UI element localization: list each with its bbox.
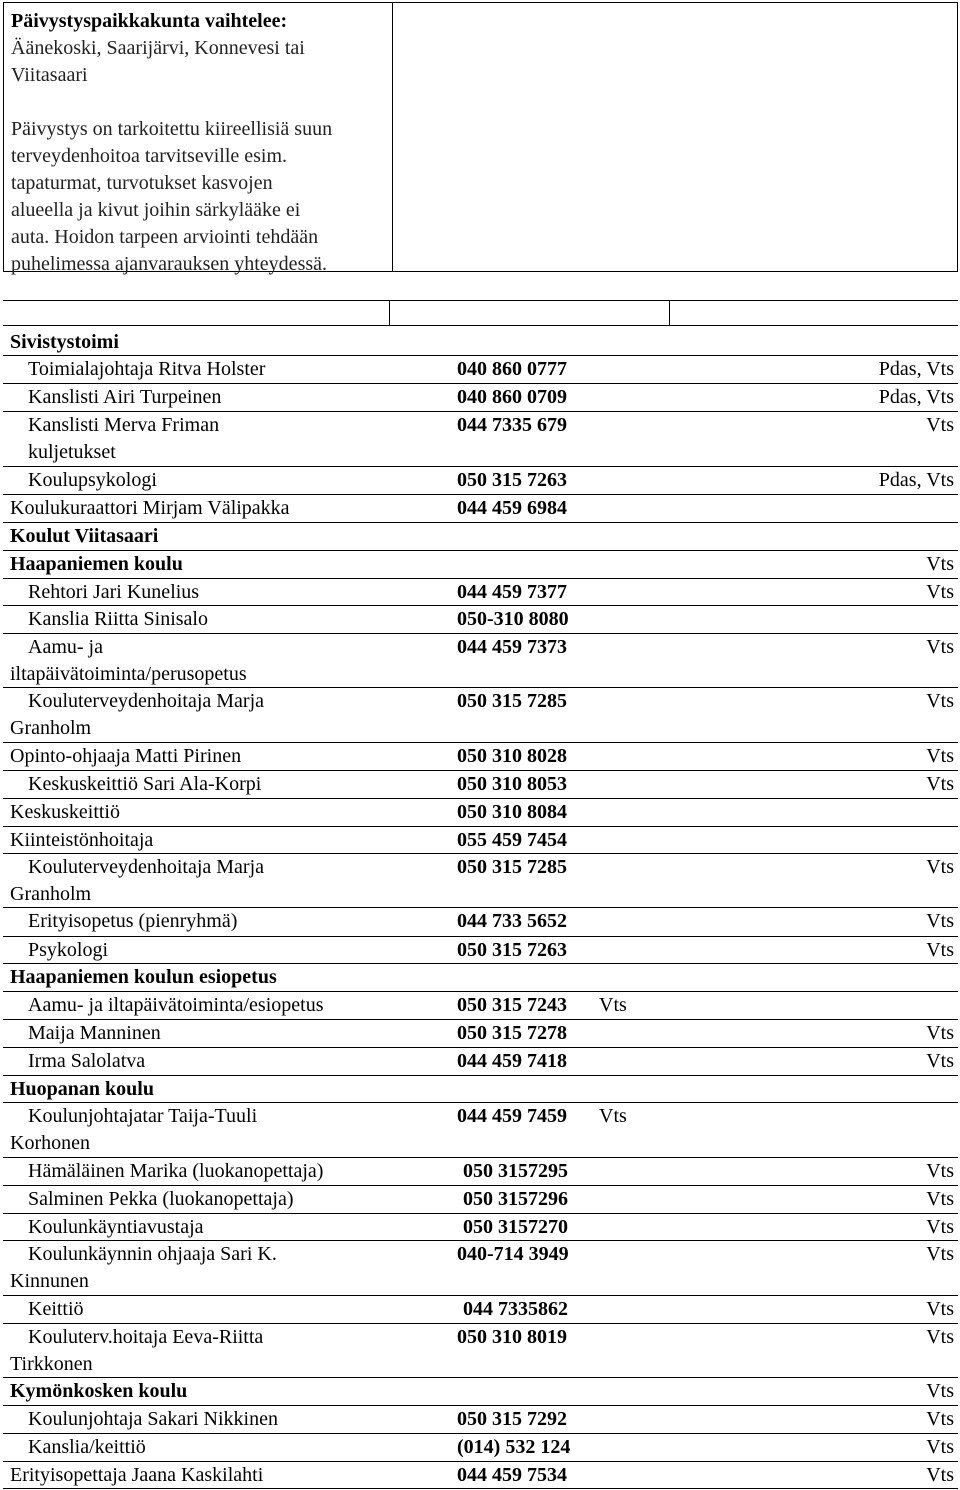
school-name: Haapaniemen koulun esiopetus <box>10 966 277 988</box>
contact-name: Erityisopetus (pienryhmä) <box>28 910 238 932</box>
contact-row <box>3 579 958 606</box>
school-name: Koulut Viitasaari <box>10 525 159 547</box>
phone-number: 050 3157270 <box>463 1216 568 1238</box>
section-title: Sivistystoimi <box>10 331 119 353</box>
contact-name: Toimialajohtaja Ritva Holster <box>28 358 266 380</box>
row-divider <box>3 1295 958 1296</box>
contact-row <box>3 412 958 466</box>
phone-number: 044 459 7377 <box>457 581 567 603</box>
contact-name: Keittiö <box>28 1298 84 1320</box>
phone-number: 055 459 7454 <box>457 829 567 851</box>
row-divider <box>3 578 958 579</box>
phone-number: 044 459 7373 <box>457 636 567 658</box>
row-divider <box>3 687 958 688</box>
info-line: Viitasaari <box>11 64 88 86</box>
row-divider <box>3 1213 958 1214</box>
location-code: Vts <box>926 1022 954 1044</box>
contact-name: Kanslisti Merva Friman <box>28 414 220 436</box>
contact-name: Kanslia Riitta Sinisalo <box>28 608 208 630</box>
row-divider <box>3 1075 958 1076</box>
location-code: Vts <box>926 690 954 712</box>
phone-number: 050 315 7292 <box>457 1408 567 1430</box>
location-code: Vts <box>926 1188 954 1210</box>
contact-name-continued: Granholm <box>10 883 92 905</box>
location-code: Pdas, Vts <box>878 469 954 491</box>
row-divider <box>3 853 958 854</box>
contact-row <box>3 1020 958 1047</box>
phone-number: 040 860 0709 <box>457 386 567 408</box>
contact-row <box>3 1103 958 1157</box>
contact-name-continued: iltapäivätoiminta/perusopetus <box>10 663 247 685</box>
contact-name: Erityisopettaja Jaana Kaskilahti <box>10 1464 264 1486</box>
school-header-row <box>3 1378 958 1405</box>
location-code: Vts <box>926 1408 954 1430</box>
column-divider <box>392 3 393 271</box>
row-divider <box>3 1377 958 1378</box>
school-header-row <box>3 1076 958 1103</box>
info-line: alueella ja kivut joihin särkylääke ei <box>11 199 301 221</box>
info-line: Äänekoski, Saarijärvi, Konnevesi tai <box>11 37 305 59</box>
row-divider <box>3 605 958 606</box>
contact-name: Koulunkäynnin ohjaaja Sari K. <box>28 1243 277 1265</box>
row-divider <box>3 355 958 356</box>
row-divider <box>3 907 958 908</box>
contact-name: Kouluterv.hoitaja Eeva-Riitta <box>28 1326 264 1348</box>
phone-number: 044 733 5652 <box>457 910 567 932</box>
row-divider <box>3 1102 958 1103</box>
contact-row <box>3 908 958 935</box>
contact-name: Psykologi <box>28 939 109 961</box>
row-divider <box>3 1047 958 1048</box>
contact-row <box>3 1462 958 1489</box>
contact-name: Kiinteistönhoitaja <box>10 829 154 851</box>
contact-row <box>3 937 958 964</box>
location-code: Vts <box>926 1298 954 1320</box>
row-divider <box>3 1461 958 1462</box>
contact-row <box>3 606 958 633</box>
column-divider <box>669 301 670 325</box>
row-divider <box>3 466 958 467</box>
location-code: Vts <box>926 1436 954 1458</box>
contact-name: Kouluterveydenhoitaja Marja <box>28 690 265 712</box>
contact-name: Hämäläinen Marika (luokanopettaja) <box>28 1160 324 1182</box>
contact-row <box>3 743 958 770</box>
row-divider <box>3 522 958 523</box>
row-divider <box>3 1019 958 1020</box>
row-divider <box>3 411 958 412</box>
phone-number: (014) 532 124 <box>457 1436 571 1458</box>
phone-number: 050 315 7278 <box>457 1022 567 1044</box>
location-code: Vts <box>926 1464 954 1486</box>
contact-row <box>3 1434 958 1461</box>
phone-number: 050 310 8053 <box>457 773 567 795</box>
info-line: auta. Hoidon tarpeen arviointi tehdään <box>11 226 319 248</box>
phone-number: 044 7335862 <box>463 1298 568 1320</box>
location-code: Vts <box>599 994 627 1016</box>
contact-name-continued: Korhonen <box>10 1132 90 1154</box>
contact-row <box>3 1214 958 1241</box>
contact-name: Kanslia/keittiö <box>28 1436 146 1458</box>
row-divider <box>3 798 958 799</box>
contact-row <box>3 992 958 1019</box>
contact-row <box>3 1186 958 1213</box>
contact-row <box>3 1324 958 1378</box>
phone-number: 044 459 7534 <box>457 1464 567 1486</box>
row-divider <box>3 1323 958 1324</box>
row-divider <box>3 1240 958 1241</box>
location-code: Vts <box>926 581 954 603</box>
row-divider <box>3 1185 958 1186</box>
phone-number: 044 459 6984 <box>457 497 567 519</box>
row-divider <box>3 633 958 634</box>
phone-number: 050 3157296 <box>463 1188 568 1210</box>
location-code: Vts <box>926 1050 954 1072</box>
phone-number: 050 315 7263 <box>457 469 567 491</box>
location-code: Vts <box>926 910 954 932</box>
location-code: Vts <box>926 414 954 436</box>
contact-row <box>3 827 958 854</box>
contact-row <box>3 854 958 908</box>
contact-name: Koulupsykologi <box>28 469 157 491</box>
contact-name: Salminen Pekka (luokanopettaja) <box>28 1188 294 1210</box>
contact-row <box>3 495 958 522</box>
contact-name-continued: Kinnunen <box>10 1270 89 1292</box>
phone-number: 050-310 8080 <box>457 608 569 630</box>
row-divider <box>3 1488 958 1489</box>
contact-name-continued: Granholm <box>10 717 92 739</box>
row-divider <box>3 1157 958 1158</box>
location-code: Vts <box>599 1105 627 1127</box>
phone-number: 050 3157295 <box>463 1160 568 1182</box>
contact-row <box>3 688 958 742</box>
row-divider <box>3 383 958 384</box>
contact-name: Maija Manninen <box>28 1022 161 1044</box>
row-divider <box>3 936 958 937</box>
school-name: Huopanan koulu <box>10 1078 154 1100</box>
section-title-row <box>3 329 958 356</box>
location-code: Vts <box>926 553 954 575</box>
contact-name: Koulukuraattori Mirjam Välipakka <box>10 497 290 519</box>
column-divider <box>389 301 390 325</box>
phone-number: 050 310 8019 <box>457 1326 567 1348</box>
contact-name: Koulunjohtajatar Taija-Tuuli <box>28 1105 258 1127</box>
phone-number: 044 7335 679 <box>457 414 567 436</box>
contact-row <box>3 356 958 383</box>
location-code: Vts <box>926 939 954 961</box>
contact-name: Kanslisti Airi Turpeinen <box>28 386 222 408</box>
contact-name: Opinto-ohjaaja Matti Pirinen <box>10 745 242 767</box>
location-code: Pdas, Vts <box>878 358 954 380</box>
contact-name: Rehtori Jari Kunelius <box>28 581 200 603</box>
phone-number: 050 315 7285 <box>457 690 567 712</box>
contact-row <box>3 467 958 494</box>
phone-number: 050 310 8084 <box>457 801 567 823</box>
location-code: Vts <box>926 1160 954 1182</box>
contact-row <box>3 771 958 798</box>
contact-name: Koulunkäyntiavustaja <box>28 1216 204 1238</box>
phone-number: 040-714 3949 <box>457 1243 569 1265</box>
row-divider <box>3 742 958 743</box>
phone-number: 040 860 0777 <box>457 358 567 380</box>
contact-row <box>3 1406 958 1433</box>
contact-name: Aamu- ja iltapäivätoiminta/esiopetus <box>28 994 324 1016</box>
contact-row <box>3 1158 958 1185</box>
info-line: terveydenhoitoa tarvitseville esim. <box>11 145 288 167</box>
on-call-heading: Päivystyspaikkakunta vaihtelee: <box>11 10 288 32</box>
phone-number: 050 310 8028 <box>457 745 567 767</box>
contact-name: Keskuskeittiö <box>10 801 120 823</box>
row-divider <box>3 991 958 992</box>
contact-name: Koulunjohtaja Sakari Nikkinen <box>28 1408 278 1430</box>
contact-name-continued: kuljetukset <box>28 441 116 463</box>
phone-number: 050 315 7263 <box>457 939 567 961</box>
contact-row <box>3 799 958 826</box>
contact-row <box>3 1296 958 1323</box>
phone-number: 050 315 7243 <box>457 994 567 1016</box>
on-call-info-box <box>3 2 958 275</box>
contact-name: Kouluterveydenhoitaja Marja <box>28 856 265 878</box>
contact-name: Keskuskeittiö Sari Ala-Korpi <box>28 773 262 795</box>
contact-name-continued: Tirkkonen <box>10 1353 93 1375</box>
location-code: Pdas, Vts <box>878 386 954 408</box>
info-line: puhelimessa ajanvarauksen yhteydessä. <box>11 253 328 275</box>
row-divider <box>3 963 958 964</box>
location-code: Vts <box>926 1216 954 1238</box>
row-divider <box>3 1433 958 1434</box>
separator-box <box>3 300 958 326</box>
contact-name: Irma Salolatva <box>28 1050 146 1072</box>
location-code: Vts <box>926 1326 954 1348</box>
location-code: Vts <box>926 856 954 878</box>
location-code: Vts <box>926 1380 954 1402</box>
contact-row <box>3 384 958 411</box>
row-divider <box>3 826 958 827</box>
row-divider <box>3 550 958 551</box>
row-divider <box>3 1405 958 1406</box>
contact-row <box>3 634 958 688</box>
location-code: Vts <box>926 636 954 658</box>
row-divider <box>3 770 958 771</box>
contact-name: Aamu- ja <box>28 636 103 658</box>
location-code: Vts <box>926 1243 954 1265</box>
row-divider <box>3 494 958 495</box>
school-name: Kymönkosken koulu <box>10 1380 188 1402</box>
school-header-row <box>3 964 958 991</box>
school-header-row <box>3 523 958 550</box>
location-code: Vts <box>926 773 954 795</box>
phone-number: 050 315 7285 <box>457 856 567 878</box>
phone-number: 044 459 7459 <box>457 1105 567 1127</box>
location-code: Vts <box>926 745 954 767</box>
school-name: Haapaniemen koulu <box>10 553 183 575</box>
info-line: tapaturmat, turvotukset kasvojen <box>11 172 273 194</box>
info-line: Päivystys on tarkoitettu kiireellisiä suun <box>11 118 333 140</box>
contact-row <box>3 1048 958 1075</box>
contact-row <box>3 1241 958 1295</box>
school-header-row <box>3 551 958 578</box>
phone-number: 044 459 7418 <box>457 1050 567 1072</box>
